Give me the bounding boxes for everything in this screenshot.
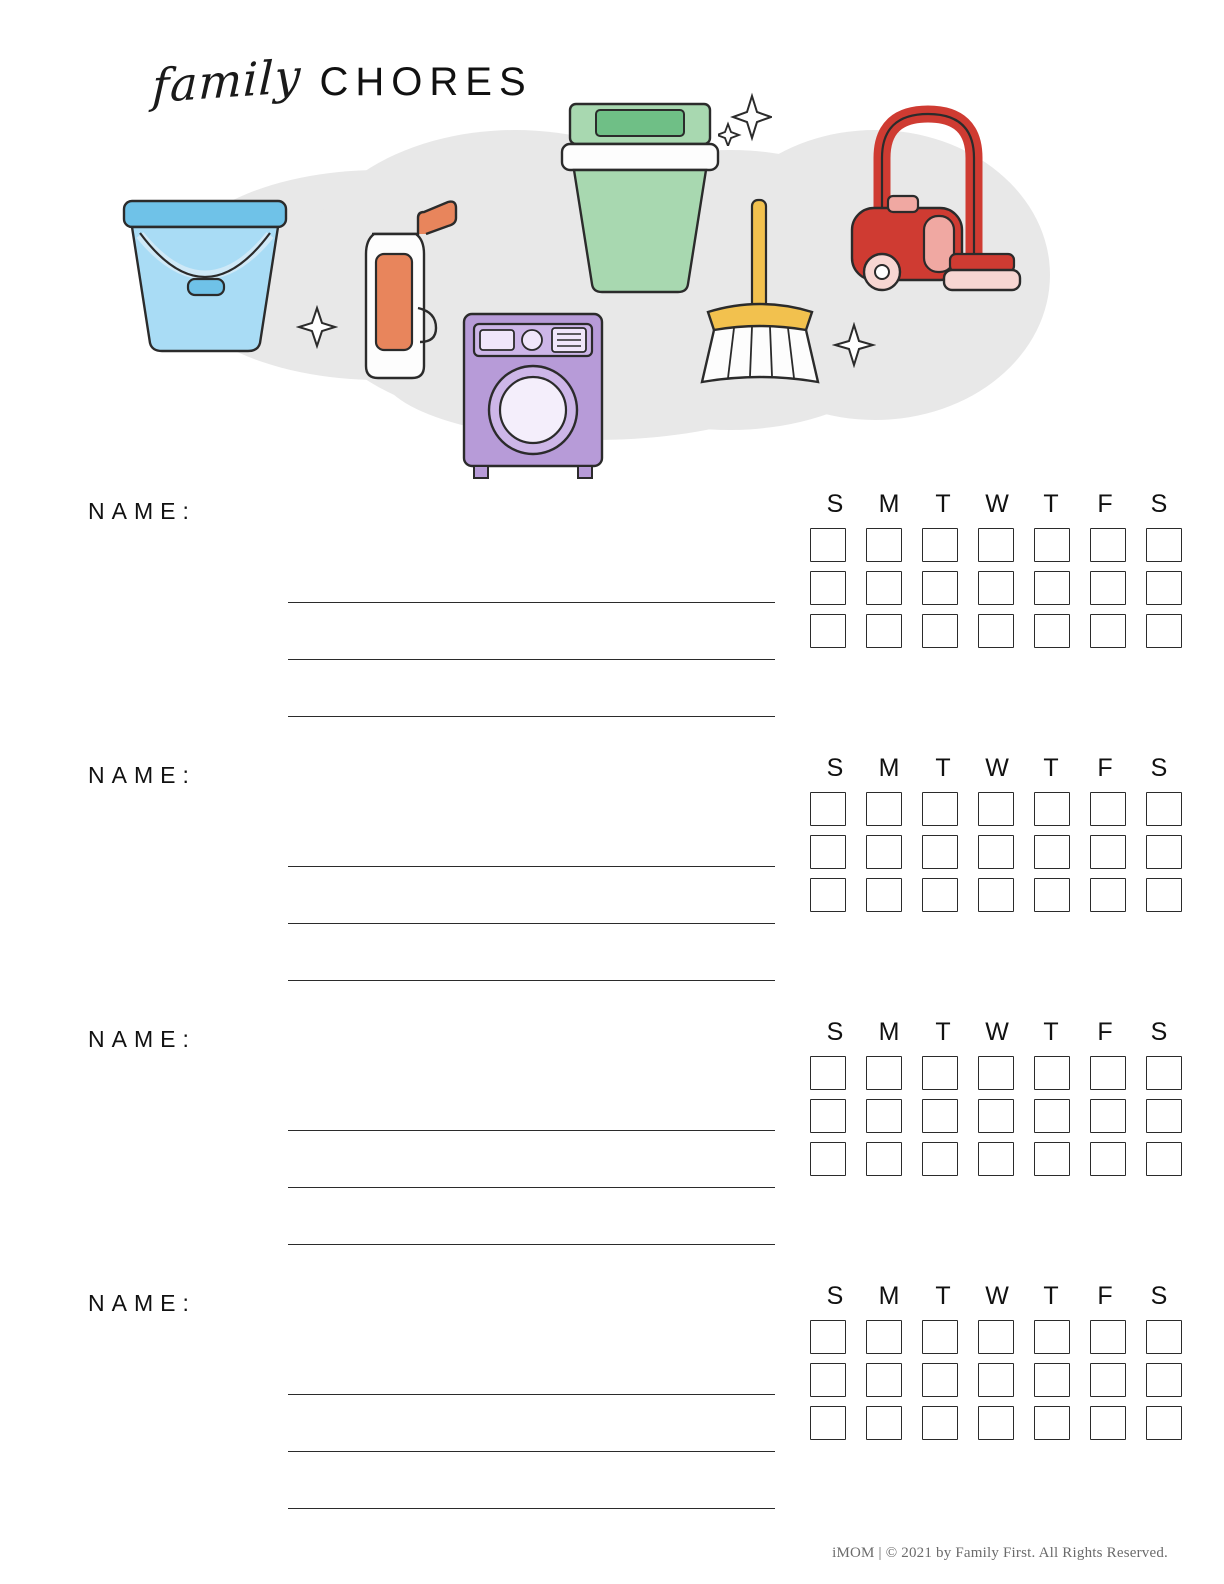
day-checkbox[interactable]	[922, 528, 958, 562]
week-grid	[810, 1282, 1188, 1440]
chore-lines[interactable]	[288, 1338, 775, 1509]
day-checkbox[interactable]	[1090, 1320, 1126, 1354]
day-checkbox[interactable]	[866, 792, 902, 826]
day-header: T	[1043, 1282, 1059, 1310]
day-checkbox[interactable]	[1090, 878, 1126, 912]
day-checkbox[interactable]	[1146, 1056, 1182, 1090]
day-checkbox[interactable]	[1034, 614, 1070, 648]
day-header-row	[810, 754, 1188, 783]
chore-line[interactable]	[288, 867, 775, 924]
checkbox-row	[810, 792, 1188, 826]
day-checkbox[interactable]	[978, 571, 1014, 605]
day-checkbox[interactable]	[1090, 1099, 1126, 1133]
day-checkbox[interactable]	[810, 835, 846, 869]
day-checkbox[interactable]	[1146, 1142, 1182, 1176]
checkbox-row	[810, 614, 1188, 648]
day-checkbox[interactable]	[922, 1099, 958, 1133]
day-checkbox[interactable]	[810, 528, 846, 562]
chore-line[interactable]	[288, 1131, 775, 1188]
day-checkbox[interactable]	[866, 528, 902, 562]
chore-line[interactable]	[288, 924, 775, 981]
person-block	[0, 754, 1224, 1018]
day-checkbox[interactable]	[1146, 878, 1182, 912]
vacuum-cleaner-icon	[838, 96, 1028, 306]
day-checkbox[interactable]	[866, 1099, 902, 1133]
day-checkbox[interactable]	[922, 878, 958, 912]
day-checkbox[interactable]	[1034, 1056, 1070, 1090]
day-checkbox[interactable]	[1146, 1406, 1182, 1440]
checkbox-row	[810, 1142, 1188, 1176]
day-checkbox[interactable]	[1034, 835, 1070, 869]
day-checkbox[interactable]	[1090, 792, 1126, 826]
day-header-row	[810, 490, 1188, 519]
day-checkbox[interactable]	[866, 614, 902, 648]
washing-machine-icon	[458, 310, 608, 482]
day-checkbox[interactable]	[810, 1056, 846, 1090]
day-header-row	[810, 1018, 1188, 1047]
day-checkbox[interactable]	[1090, 1056, 1126, 1090]
day-checkbox[interactable]	[978, 835, 1014, 869]
day-header: F	[1097, 490, 1113, 518]
day-header: S	[1150, 754, 1168, 782]
day-header: T	[935, 1018, 951, 1046]
chore-line[interactable]	[288, 1395, 775, 1452]
day-checkbox[interactable]	[978, 1099, 1014, 1133]
day-header: T	[1043, 490, 1059, 518]
day-checkbox[interactable]	[922, 1363, 958, 1397]
day-checkbox[interactable]	[810, 1363, 846, 1397]
day-header: W	[985, 490, 1009, 518]
day-checkbox[interactable]	[922, 835, 958, 869]
day-header: M	[878, 1018, 900, 1046]
day-checkbox[interactable]	[1146, 1320, 1182, 1354]
day-header: T	[1043, 1018, 1059, 1046]
day-header: S	[826, 490, 844, 518]
checkbox-row	[810, 878, 1188, 912]
day-checkbox[interactable]	[810, 1320, 846, 1354]
footer-credit: iMOM | © 2021 by Family First. All Rights Reserved.	[832, 1545, 1168, 1561]
day-checkbox[interactable]	[1090, 1142, 1126, 1176]
day-checkbox[interactable]	[1090, 1363, 1126, 1397]
day-header: T	[935, 754, 951, 782]
day-checkbox[interactable]	[1090, 835, 1126, 869]
day-checkbox[interactable]	[1034, 878, 1070, 912]
checkbox-row	[810, 1099, 1188, 1133]
day-header: W	[985, 1282, 1009, 1310]
page-header	[0, 0, 1224, 490]
day-checkbox[interactable]	[922, 1056, 958, 1090]
day-header: W	[985, 754, 1009, 782]
day-checkbox[interactable]	[1034, 1363, 1070, 1397]
day-checkbox[interactable]	[1090, 614, 1126, 648]
day-checkbox[interactable]	[866, 571, 902, 605]
day-header: T	[935, 490, 951, 518]
day-checkbox[interactable]	[1146, 614, 1182, 648]
day-checkbox[interactable]	[1146, 792, 1182, 826]
day-checkbox[interactable]	[1034, 528, 1070, 562]
day-header: F	[1097, 1282, 1113, 1310]
day-checkbox[interactable]	[810, 792, 846, 826]
day-header: F	[1097, 1018, 1113, 1046]
chore-chart	[0, 490, 1224, 1546]
bucket-icon	[110, 195, 300, 360]
day-checkbox[interactable]	[866, 1056, 902, 1090]
day-checkbox[interactable]	[978, 1056, 1014, 1090]
day-header: W	[985, 1018, 1009, 1046]
day-header: S	[826, 754, 844, 782]
day-checkbox[interactable]	[1034, 1406, 1070, 1440]
checkbox-row	[810, 1320, 1188, 1354]
day-header: S	[826, 1018, 844, 1046]
day-checkbox[interactable]	[1034, 792, 1070, 826]
chore-lines[interactable]	[288, 1074, 775, 1245]
page-title	[151, 48, 533, 114]
day-checkbox[interactable]	[866, 878, 902, 912]
day-checkbox[interactable]	[1090, 1406, 1126, 1440]
day-checkbox[interactable]	[1034, 1142, 1070, 1176]
day-checkbox[interactable]	[922, 614, 958, 648]
week-grid	[810, 754, 1188, 912]
day-checkbox[interactable]	[810, 1099, 846, 1133]
day-checkbox[interactable]	[866, 1406, 902, 1440]
person-block	[0, 1018, 1224, 1282]
day-header: F	[1097, 754, 1113, 782]
spray-bottle-icon	[344, 188, 464, 388]
week-grid	[810, 490, 1188, 648]
day-header: S	[1150, 490, 1168, 518]
day-checkbox[interactable]	[866, 835, 902, 869]
chore-line[interactable]	[288, 546, 775, 603]
day-header: M	[878, 490, 900, 518]
person-block	[0, 1282, 1224, 1546]
day-checkbox[interactable]	[922, 1142, 958, 1176]
day-checkbox[interactable]	[922, 792, 958, 826]
day-checkbox[interactable]	[922, 571, 958, 605]
name-label: NAME:	[88, 1290, 196, 1316]
day-checkbox[interactable]	[922, 1406, 958, 1440]
day-header-row	[810, 1282, 1188, 1311]
checkbox-row	[810, 571, 1188, 605]
day-checkbox[interactable]	[978, 1142, 1014, 1176]
sparkle-icon	[832, 322, 876, 368]
broom-icon	[694, 196, 826, 388]
day-checkbox[interactable]	[978, 1406, 1014, 1440]
day-checkbox[interactable]	[810, 614, 846, 648]
page-title-script: family	[151, 48, 303, 114]
chore-line[interactable]	[288, 1452, 775, 1509]
day-checkbox[interactable]	[1146, 571, 1182, 605]
day-checkbox[interactable]	[1146, 528, 1182, 562]
chore-lines[interactable]	[288, 546, 775, 717]
person-block	[0, 490, 1224, 754]
day-checkbox[interactable]	[978, 1320, 1014, 1354]
name-label: NAME:	[88, 1026, 196, 1052]
name-label: NAME:	[88, 762, 196, 788]
checkbox-row	[810, 528, 1188, 562]
day-checkbox[interactable]	[978, 1363, 1014, 1397]
day-checkbox[interactable]	[1146, 835, 1182, 869]
checkbox-row	[810, 1056, 1188, 1090]
checkbox-row	[810, 835, 1188, 869]
day-header: S	[1150, 1018, 1168, 1046]
checkbox-row	[810, 1363, 1188, 1397]
chore-line[interactable]	[288, 810, 775, 867]
day-checkbox[interactable]	[1034, 1099, 1070, 1133]
day-checkbox[interactable]	[810, 1142, 846, 1176]
day-checkbox[interactable]	[866, 1142, 902, 1176]
day-checkbox[interactable]	[1146, 1363, 1182, 1397]
chore-line[interactable]	[288, 1074, 775, 1131]
day-checkbox[interactable]	[922, 1320, 958, 1354]
week-grid	[810, 1018, 1188, 1176]
sparkle-icon	[718, 92, 772, 146]
day-header: T	[935, 1282, 951, 1310]
name-label: NAME:	[88, 498, 196, 524]
day-checkbox[interactable]	[978, 614, 1014, 648]
page-title-caps: CHORES	[319, 60, 533, 104]
day-checkbox[interactable]	[866, 1363, 902, 1397]
day-checkbox[interactable]	[810, 1406, 846, 1440]
day-header: S	[1150, 1282, 1168, 1310]
day-checkbox[interactable]	[866, 1320, 902, 1354]
day-checkbox[interactable]	[1034, 1320, 1070, 1354]
day-checkbox[interactable]	[978, 792, 1014, 826]
day-checkbox[interactable]	[978, 878, 1014, 912]
day-header: M	[878, 754, 900, 782]
chore-line[interactable]	[288, 1338, 775, 1395]
chore-lines[interactable]	[288, 810, 775, 981]
chore-line[interactable]	[288, 1188, 775, 1245]
day-checkbox[interactable]	[810, 878, 846, 912]
day-checkbox[interactable]	[1146, 1099, 1182, 1133]
day-header: T	[1043, 754, 1059, 782]
day-checkbox[interactable]	[1090, 571, 1126, 605]
day-header: S	[826, 1282, 844, 1310]
day-checkbox[interactable]	[1034, 571, 1070, 605]
day-checkbox[interactable]	[810, 571, 846, 605]
chore-line[interactable]	[288, 603, 775, 660]
sparkle-icon	[296, 305, 338, 349]
day-header: M	[878, 1282, 900, 1310]
chore-line[interactable]	[288, 660, 775, 717]
day-checkbox[interactable]	[978, 528, 1014, 562]
day-checkbox[interactable]	[1090, 528, 1126, 562]
checkbox-row	[810, 1406, 1188, 1440]
